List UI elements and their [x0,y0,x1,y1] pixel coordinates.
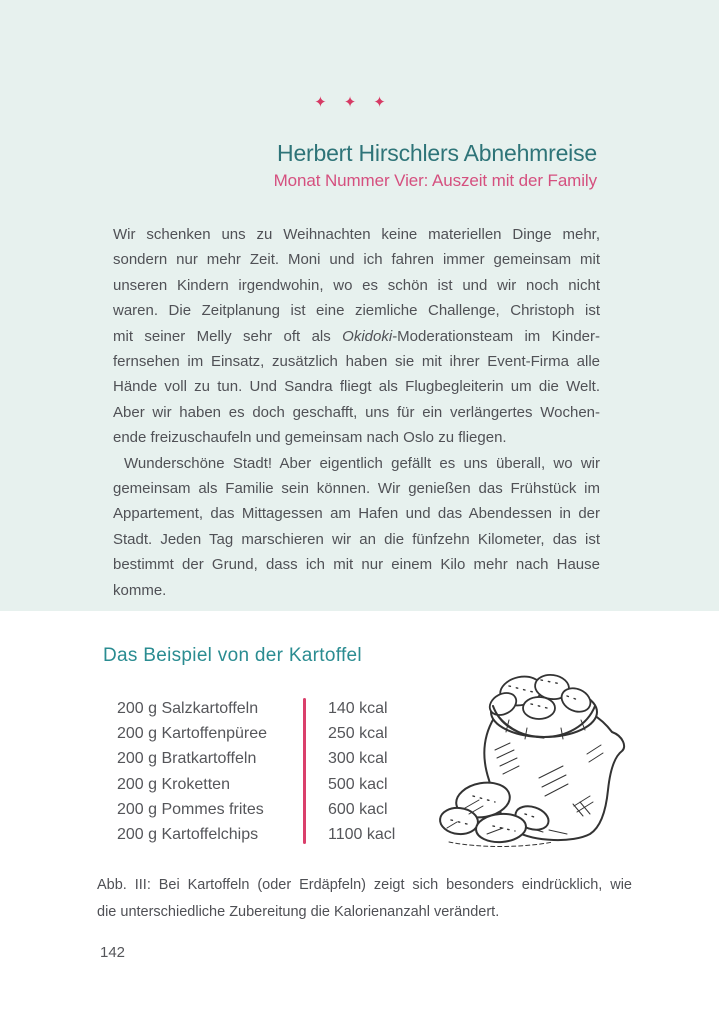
sparkle-icon: ✦ [343,94,357,111]
kcal-cell: 1100 kacl [328,826,396,844]
body-line: Aber wir haben es doch geschafft, uns für ein verlängertes Wochen- [113,403,600,421]
body-line: gemeinsam als Familie sein können. Wir genießen das Frühstück im [113,480,600,498]
chapter-title: Herbert Hirschlers Abnehmreise [277,140,597,166]
body-line: Stadt. Jeden Tag marschieren wir an die fünfzehn Kilometer, das ist [113,530,600,548]
dish-cell: 200 g Kroketten [117,775,230,793]
dish-column [117,696,303,847]
body-line: ende freizuschaufeln und gemeinsam nach Oslo zu fliegen. [113,429,507,447]
dish-cell: 200 g Salzkartoffeln [117,700,259,717]
kcal-cell: 140 kcal [328,700,388,717]
kcal-cell: 250 kcal [328,725,388,743]
figure-caption [97,872,632,926]
body-text [113,222,600,603]
dish-cell: 200 g Pommes frites [117,800,264,818]
page-number: 142 [100,944,126,961]
chapter-subtitle: Monat Nummer Vier: Auszeit mit der Family [273,171,597,190]
body-line: Hände voll zu tun. Und Sandra fliegt als Flugbegleiterin um die Welt. [113,378,600,396]
kcal-cell: 500 kacl [328,775,388,793]
table-divider [303,698,306,844]
section-heading: Das Beispiel von der Kartoffel [103,645,362,666]
body-line: mit seiner Melly sehr oft als Okidoki-Moderationsteam im Kinder- [113,327,601,345]
caption-line: Abb. III: Bei Kartoffeln (oder Erdäpfeln) zeigt sich besonders eindrücklich, wie [97,877,632,893]
body-line: Wir schenken uns zu Weihnachten keine materiellen Dinge mehr, [113,226,600,243]
body-line: komme. [113,581,167,599]
kcal-column [328,696,438,847]
dish-cell: 200 g Kartoffenpüree [117,725,268,743]
kcal-cell: 600 kacl [328,800,388,818]
dish-cell: 200 g Bratkartoffeln [117,750,257,768]
kcal-cell: 300 kcal [328,750,388,768]
body-line: unseren Kindern irgendwohin, wo es schön ist und wir noch nicht [113,276,600,294]
calorie-table [117,696,438,847]
body-line: fernsehen im Einsatz, zusätzlich haben sie mit ihrer Event-Firma alle [113,353,600,371]
dish-cell: 200 g Kartoffelchips [117,826,259,844]
sparkle-icon: ✦ [314,94,327,111]
sparkle-icon: ✦ [373,94,386,111]
caption-line: die unterschiedliche Zubereitung die Kalorienanzahl verändert. [97,903,500,920]
body-line: sondern nur mehr Zeit. Moni und ich fahren immer gemeinsam mit [113,251,600,269]
body-line: waren. Die Zeitplanung ist eine ziemliche Challenge, Christoph ist [113,302,600,320]
body-line: Appartement, das Mittagessen am Hafen und das Abendessen in der [113,505,600,523]
body-line: Wunderschöne Stadt! Aber eigentlich gefällt es uns überall, wo wir [124,454,600,472]
body-line: bestimmt der Grund, dass ich mit nur einem Kilo mehr nach Hause [113,556,600,574]
potato-sack-illustration [438,658,650,858]
ornament-stars [100,95,600,111]
